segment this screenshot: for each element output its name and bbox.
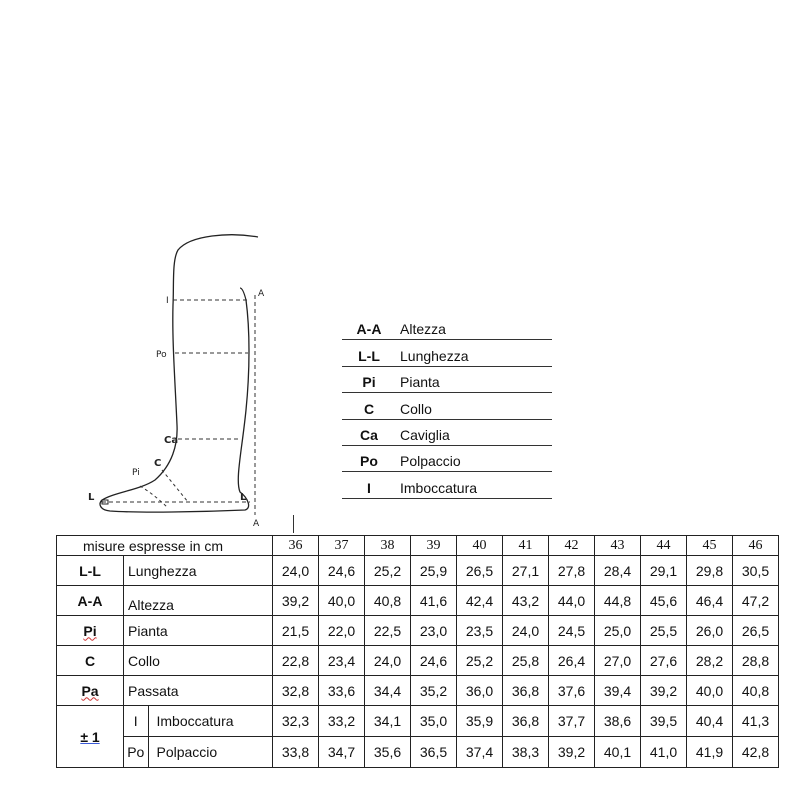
value-cell: 44,0 bbox=[549, 586, 595, 616]
value-cell: 32,3 bbox=[273, 706, 319, 737]
value-cell: 24,0 bbox=[503, 616, 549, 646]
legend-row bbox=[342, 446, 552, 472]
value-cell: 21,5 bbox=[273, 616, 319, 646]
value-cell: 37,6 bbox=[549, 676, 595, 706]
value-cell: 40,8 bbox=[365, 586, 411, 616]
value-cell: 27,8 bbox=[549, 556, 595, 586]
value-cell: 22,0 bbox=[319, 616, 365, 646]
value-cell: 43,2 bbox=[503, 586, 549, 616]
size-header-cell: 42 bbox=[549, 536, 595, 556]
legend-name: Collo bbox=[400, 400, 432, 417]
tolerance-label: ± 1 bbox=[80, 728, 100, 745]
legend-name: Caviglia bbox=[400, 426, 450, 443]
label-pi: Pi bbox=[132, 468, 140, 478]
value-cell: 36,8 bbox=[503, 676, 549, 706]
value-cell: 40,0 bbox=[687, 676, 733, 706]
table-row bbox=[57, 676, 779, 706]
value-cell: 24,0 bbox=[365, 646, 411, 676]
leg-outline bbox=[100, 235, 258, 512]
value-cell: 26,5 bbox=[457, 556, 503, 586]
value-cell: 29,8 bbox=[687, 556, 733, 586]
value-cell: 40,8 bbox=[733, 676, 779, 706]
table-row bbox=[57, 706, 779, 737]
legend-row bbox=[342, 367, 552, 393]
legend-name: Imboccatura bbox=[400, 479, 478, 496]
value-cell: 37,7 bbox=[549, 706, 595, 737]
value-cell: 26,4 bbox=[549, 646, 595, 676]
size-header-cell: 44 bbox=[641, 536, 687, 556]
group-name-cell bbox=[124, 706, 273, 737]
value-cell: 22,8 bbox=[273, 646, 319, 676]
value-cell: 28,8 bbox=[733, 646, 779, 676]
value-cell: 25,2 bbox=[365, 556, 411, 586]
value-cell: 25,8 bbox=[503, 646, 549, 676]
value-cell: 42,8 bbox=[733, 737, 779, 768]
legend-code: A-A bbox=[356, 321, 382, 338]
value-cell: 36,8 bbox=[503, 706, 549, 737]
value-cell: 23,5 bbox=[457, 616, 503, 646]
value-cell: 41,9 bbox=[687, 737, 733, 768]
legend-code: Ca bbox=[360, 426, 378, 443]
table-row bbox=[57, 616, 779, 646]
value-cell: 39,2 bbox=[641, 676, 687, 706]
value-cell: 41,3 bbox=[733, 706, 779, 737]
row-name: Lunghezza bbox=[124, 556, 273, 586]
legend-row bbox=[342, 393, 552, 419]
value-cell: 28,2 bbox=[687, 646, 733, 676]
row-code: Pa bbox=[57, 676, 124, 706]
value-cell: 35,6 bbox=[365, 737, 411, 768]
value-cell: 38,3 bbox=[503, 737, 549, 768]
legend-row bbox=[342, 420, 552, 446]
value-cell: 23,4 bbox=[319, 646, 365, 676]
size-header-cell: 38 bbox=[365, 536, 411, 556]
value-cell: 37,4 bbox=[457, 737, 503, 768]
tick-mark bbox=[293, 515, 294, 533]
legend-name: Altezza bbox=[400, 321, 446, 338]
row-name: Pianta bbox=[124, 616, 273, 646]
size-header-cell: 37 bbox=[319, 536, 365, 556]
size-header-cell: 41 bbox=[503, 536, 549, 556]
value-cell: 22,5 bbox=[365, 616, 411, 646]
value-cell: 25,2 bbox=[457, 646, 503, 676]
size-header-cell: 36 bbox=[273, 536, 319, 556]
value-cell: 27,0 bbox=[595, 646, 641, 676]
value-cell: 39,2 bbox=[273, 586, 319, 616]
value-cell: 27,1 bbox=[503, 556, 549, 586]
legend-code: I bbox=[367, 479, 371, 496]
legend-row bbox=[342, 340, 552, 366]
row-name: Passata bbox=[124, 676, 273, 706]
row-name: Collo bbox=[124, 646, 273, 676]
row-name: Polpaccio bbox=[156, 744, 218, 760]
size-header-cell: 46 bbox=[733, 536, 779, 556]
value-cell: 27,6 bbox=[641, 646, 687, 676]
row-name: Altezza bbox=[124, 586, 273, 616]
value-cell: 25,5 bbox=[641, 616, 687, 646]
value-cell: 36,0 bbox=[457, 676, 503, 706]
row-name: Imboccatura bbox=[156, 713, 234, 729]
legend-code: C bbox=[363, 400, 375, 417]
table-row bbox=[57, 646, 779, 676]
value-cell: 36,5 bbox=[411, 737, 457, 768]
size-header-cell: 40 bbox=[457, 536, 503, 556]
value-cell: 47,2 bbox=[733, 586, 779, 616]
table-row bbox=[57, 556, 779, 586]
value-cell: 24,6 bbox=[411, 646, 457, 676]
row-code: I bbox=[124, 706, 148, 736]
value-cell: 40,4 bbox=[687, 706, 733, 737]
tolerance-code bbox=[57, 706, 124, 768]
label-l-left: L bbox=[88, 492, 95, 503]
label-c: C bbox=[154, 458, 162, 469]
size-table bbox=[56, 535, 779, 768]
size-header-cell: 43 bbox=[595, 536, 641, 556]
label-a-bottom: A bbox=[253, 519, 260, 529]
pianta-line bbox=[140, 486, 168, 508]
value-cell: 35,0 bbox=[411, 706, 457, 737]
table-row bbox=[57, 737, 779, 768]
row-code: Po bbox=[124, 737, 148, 767]
value-cell: 38,6 bbox=[595, 706, 641, 737]
label-ca: Ca bbox=[164, 435, 179, 446]
legend-row bbox=[342, 472, 552, 498]
size-header-cell: 39 bbox=[411, 536, 457, 556]
value-cell: 42,4 bbox=[457, 586, 503, 616]
legend-code: Po bbox=[360, 453, 378, 470]
value-cell: 24,0 bbox=[273, 556, 319, 586]
row-code: C bbox=[57, 646, 124, 676]
value-cell: 30,5 bbox=[733, 556, 779, 586]
label-a-top: A bbox=[258, 289, 265, 299]
measurement-legend bbox=[342, 314, 552, 499]
value-cell: 40,0 bbox=[319, 586, 365, 616]
value-cell: 44,8 bbox=[595, 586, 641, 616]
value-cell: 26,5 bbox=[733, 616, 779, 646]
value-cell: 34,7 bbox=[319, 737, 365, 768]
value-cell: 25,9 bbox=[411, 556, 457, 586]
value-cell: 28,4 bbox=[595, 556, 641, 586]
value-cell: 39,2 bbox=[549, 737, 595, 768]
label-po: Po bbox=[156, 350, 167, 360]
value-cell: 35,9 bbox=[457, 706, 503, 737]
value-cell: 33,2 bbox=[319, 706, 365, 737]
value-cell: 24,5 bbox=[549, 616, 595, 646]
value-cell: 24,6 bbox=[319, 556, 365, 586]
value-cell: 26,0 bbox=[687, 616, 733, 646]
size-header-cell: 45 bbox=[687, 536, 733, 556]
value-cell: 25,0 bbox=[595, 616, 641, 646]
legend-name: Lunghezza bbox=[400, 347, 469, 364]
value-cell: 40,1 bbox=[595, 737, 641, 768]
value-cell: 39,5 bbox=[641, 706, 687, 737]
table-caption: misure espresse in cm bbox=[57, 536, 273, 556]
label-l-right: L bbox=[240, 492, 247, 503]
row-code: A-A bbox=[57, 586, 124, 616]
legend-row bbox=[342, 314, 552, 340]
collo-line bbox=[162, 470, 188, 502]
label-i: I bbox=[166, 296, 169, 306]
table-row bbox=[57, 586, 779, 616]
value-cell: 46,4 bbox=[687, 586, 733, 616]
legend-name: Polpaccio bbox=[400, 453, 461, 470]
value-cell: 34,4 bbox=[365, 676, 411, 706]
value-cell: 39,4 bbox=[595, 676, 641, 706]
leg-measurement-diagram bbox=[80, 230, 280, 530]
legend-name: Pianta bbox=[400, 374, 440, 391]
row-code: L-L bbox=[57, 556, 124, 586]
value-cell: 35,2 bbox=[411, 676, 457, 706]
table-header-row bbox=[57, 536, 779, 556]
value-cell: 33,8 bbox=[273, 737, 319, 768]
value-cell: 29,1 bbox=[641, 556, 687, 586]
group-name-cell bbox=[124, 737, 273, 768]
legend-code: L-L bbox=[358, 347, 380, 364]
legend-code: Pi bbox=[362, 374, 376, 391]
value-cell: 41,6 bbox=[411, 586, 457, 616]
row-code: Pi bbox=[57, 616, 124, 646]
value-cell: 34,1 bbox=[365, 706, 411, 737]
value-cell: 33,6 bbox=[319, 676, 365, 706]
value-cell: 32,8 bbox=[273, 676, 319, 706]
value-cell: 45,6 bbox=[641, 586, 687, 616]
value-cell: 41,0 bbox=[641, 737, 687, 768]
value-cell: 23,0 bbox=[411, 616, 457, 646]
leg-outline-drawing bbox=[80, 230, 280, 530]
